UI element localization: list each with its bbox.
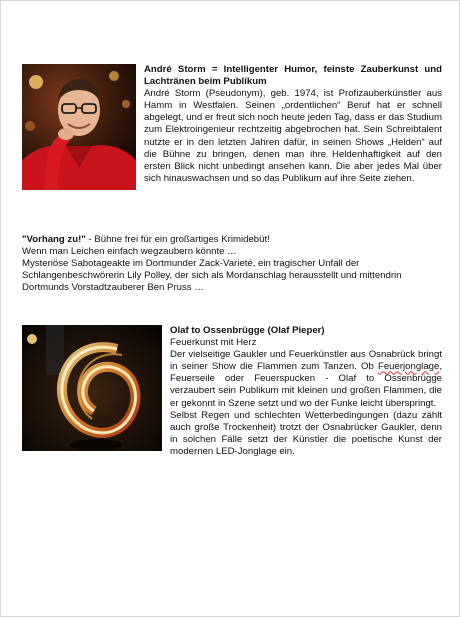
performer-subtitle: Feuerkunst mit Herz xyxy=(170,337,257,349)
book-subtitle: - Bühne frei für ein großartiges Krimidebüt! xyxy=(85,234,270,245)
performer-body-start: Der vielseitige Gaukler und Feuerkünstler aus Osnabrück bringt in seiner Show die Flammen zum Tanzen. Ob xyxy=(170,349,442,373)
book-body: Mysteriöse Sabotageakte im Dortmunder Zack-Varieté, ein tragischer Unfall der Schlangenbeschwörerin Lily Polley, der sich als Mordanschlag herausstellt und mittendrin Dortmunds Vorstadtzauberer Ben Pruss … xyxy=(22,258,402,294)
spellcheck-underlined-word: Feuerjonglage xyxy=(377,361,440,373)
article-body: André Storm (Pseudonym), geb. 1974, ist Profizauberkünstler aus Hamm in Westfalen. Seinen „ordentlichen“ Beruf hat er schnell abgelegt, und er freut sich noch heute jeden Tag, dass er das Studium zum Elektroingenieur rechtzeitig abgebrochen hat. Sein Schreibtalent nutzte er in den letzten Jahren dafür, in seinen Shows „Helden“ auf die Bühne zu bringen, denen man ihre Heldenhaftigkeit auf den ersten Blick nicht unbedingt ansehen kann. Die aber jedes Mal über sich hinauswachsen und so das Publikum auf ihre Seite ziehen. xyxy=(144,88,442,184)
book-tagline: Wenn man Leichen einfach wegzaubern könnte … xyxy=(22,246,237,258)
portrait-photo xyxy=(22,64,136,190)
article-title: André Storm = Intelligenter Humor, feinste Zauberkunst und Lachtränen beim Publikum xyxy=(144,64,442,88)
performer-name: Olaf to Ossenbrügge (Olaf Pieper) xyxy=(170,325,325,336)
performer-body-end: , Feuerseile oder Feuerspucken - Olaf to Ossenbrügge verzaubert sein Publikum mit kleinen und großen Flammen, die er gekonnt in Szene setzt und wo der Funke leicht überspringt. xyxy=(170,361,442,409)
article-olaf-to-ossenbruegge xyxy=(22,325,442,458)
performer-body-2: Selbst Regen und schlechten Wetterbedingungen (dazu zählt auch große Trockenheit) trotzt der Osnabrücker Gaukler, denn in solchen Fälle setzt der Künstler die poetische Kunst der modernen LED-Jonglage ein. xyxy=(170,409,442,457)
fire-performance-photo xyxy=(22,325,162,451)
article-andre-storm xyxy=(22,64,442,192)
book-title: "Vorhang zu!" xyxy=(22,234,86,245)
article-vorhang-zu xyxy=(22,234,442,294)
